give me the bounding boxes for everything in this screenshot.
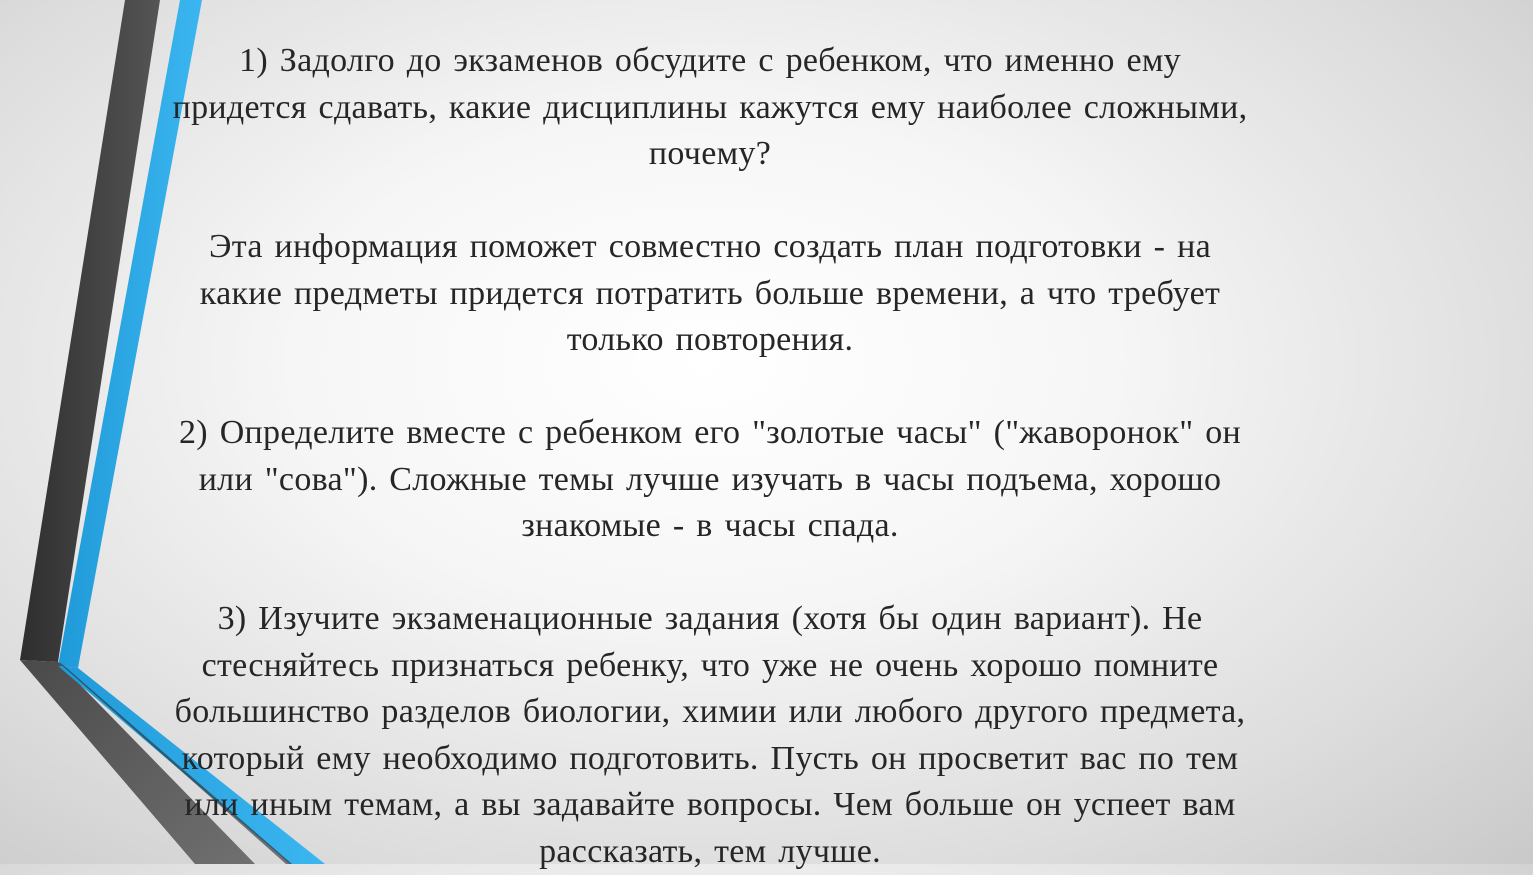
slide-text <box>120 38 1300 875</box>
paragraph-1: 1) Задолго до экзаменов обсудите с ребенком, что именно ему придется сдавать, какие дисциплины кажутся ему наиболее сложными, почему? <box>172 42 1248 172</box>
paragraph-3: 2) Определите вместе с ребенком его "золотые часы" ("жаворонок" он или "сова"). Сложные темы лучше изучать в часы подъема, хорошо знакомые - в часы спада. <box>178 414 1242 544</box>
paragraph-4: 3) Изучите экзаменационные задания (хотя бы один вариант). Не стесняйтесь признаться ребенку, что уже не очень хорошо помните большинство разделов биологии, химии или любого другого предмета, который ему необходимо подготовить. Пусть он просветит вас по тем или иным темам, а вы задавайте вопросы. Чем больше он успеет вам рассказать, тем лучше. <box>174 600 1246 870</box>
paragraph-2: Эта информация поможет совместно создать план подготовки - на какие предметы придется потратить больше времени, а что требует только повторения. <box>199 228 1221 358</box>
